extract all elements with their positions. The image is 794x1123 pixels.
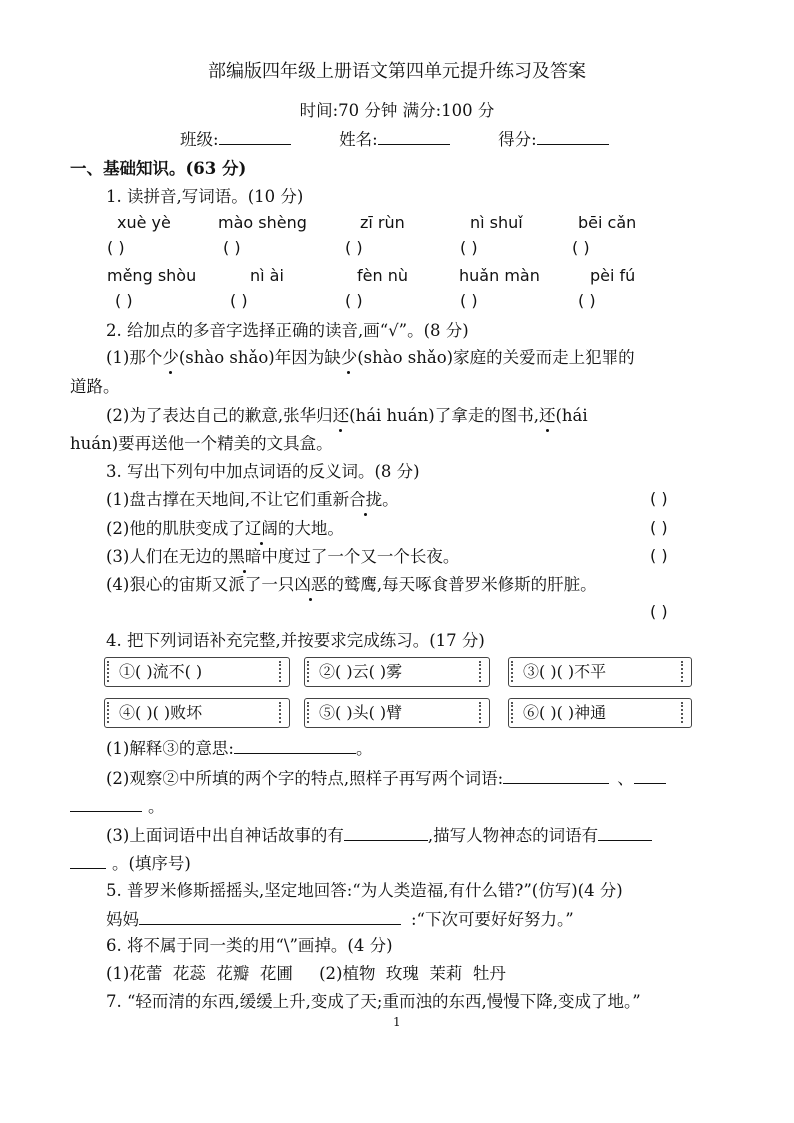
q4-title: 4. 把下列词语补充完整,并按要求完成练习。(17 分) [106,631,485,650]
text: ,描写人物神态的词语有 [427,826,599,845]
pinyin: zī rùn [360,213,405,232]
idiom-box-5[interactable]: ⑤( )头( )臂 [304,698,490,728]
q6-title: 6. 将不属于同一类的用“\”画掉。(4 分) [106,936,393,955]
pinyin: mào shèng [218,213,307,232]
answer-blank[interactable]: ( ) [345,291,363,310]
dotted-char: 还 [332,406,350,425]
q5-answer-line [106,908,574,931]
answer-blank[interactable]: ( ) [345,238,363,257]
pinyin: měng shòu [107,266,197,285]
dotted-word: 黑暗 [228,547,262,566]
pinyin: pèi fú [590,266,636,285]
answer-line[interactable] [344,824,428,841]
q4-sub3 [106,824,652,847]
student-info-row [180,128,609,151]
text: 、 [617,769,634,788]
q3-item3 [106,546,459,568]
dotted-char: 少 [162,348,179,367]
answer-blank[interactable]: ( ) [578,291,596,310]
text[interactable]: (hái [555,406,588,425]
text: 的大地。 [277,519,344,538]
class-field[interactable] [219,128,291,145]
answer-line[interactable] [70,852,106,869]
time-info: 时间:70 分钟 满分:100 分 [299,101,495,120]
q2-item1-cont: 道路。 [70,377,120,396]
q3-title: 3. 写出下列句中加点词语的反义词。(8 分) [106,462,420,481]
page-title: 部编版四年级上册语文第四单元提升练习及答案 [208,61,586,82]
text: 中度过了一个又一个长夜。 [261,547,460,566]
section-heading: 一、基础知识。(63 分) [70,159,247,178]
text: 。 [148,797,165,816]
dotted-word: 合拢 [349,490,383,509]
text: 妈妈 [106,910,139,929]
answer-blank[interactable]: ( ) [460,291,478,310]
answer-line[interactable] [234,737,356,754]
score-field[interactable] [537,128,609,145]
answer-blank[interactable]: ( ) [230,291,248,310]
q4-sub1 [106,737,372,760]
q3-item1 [106,489,399,511]
page-number: 1 [393,1015,401,1029]
text: (2)为了表达自己的歉意,张华归 [106,406,333,425]
idiom-box-3[interactable]: ③( )( )不平 [508,657,692,687]
pinyin: nì shuǐ [470,213,523,232]
pinyin: fèn nù [357,266,408,285]
text: 。 [382,490,399,509]
text: (4)狠心的宙斯又派了一只 [106,575,295,594]
answer-blank[interactable]: ( ) [650,489,668,508]
answer-blank[interactable]: ( ) [115,291,133,310]
text: (2)观察②中所填的两个字的特点,照样子再写两个词语: [106,769,504,788]
idiom-box-2[interactable]: ②( )云( )雾 [304,657,490,687]
pinyin: bēi cǎn [578,213,637,232]
dotted-char: 少 [340,348,358,367]
text: (1)盘古撑在天地间,不让它们重新 [106,490,350,509]
text[interactable]: (shào shǎo)家庭的关爱而走上犯罪的 [357,348,635,367]
q3-item4 [106,574,597,596]
dotted-word: 辽阔 [244,519,278,538]
q4-sub3-cont [70,852,191,875]
score-label: 得分: [498,130,537,149]
text: 。 [355,739,373,758]
answer-blank[interactable]: ( ) [572,238,590,257]
text: (3)人们在无边的 [106,547,229,566]
q4-sub2 [106,767,666,790]
idiom-box-4[interactable]: ④( )( )败坏 [104,698,290,728]
text: 的鹫鹰,每天啄食普罗米修斯的肝脏。 [327,575,597,594]
q2-item2 [106,405,588,427]
q4-sub2-cont [70,795,165,818]
idiom-box-1[interactable]: ①( )流不( ) [104,657,290,687]
text: (1)解释③的意思: [106,739,234,758]
answer-line[interactable] [598,824,652,841]
dotted-word: 凶恶 [294,575,328,594]
class-label: 班级: [180,130,219,149]
text[interactable]: (hái huán)了拿走的图书, [349,406,539,425]
answer-blank[interactable]: ( ) [223,238,241,257]
q6-content[interactable]: (1)花蕾 花蕊 花瓣 花圃 (2)植物 玫瑰 茉莉 牡丹 [106,964,506,983]
answer-line[interactable] [70,795,142,812]
text[interactable]: (shào shǎo)年因为缺 [178,348,341,367]
q3-item2 [106,518,344,540]
q2-title: 2. 给加点的多音字选择正确的读音,画“√”。(8 分) [106,321,469,340]
answer-blank[interactable]: ( ) [107,238,125,257]
text: (1)那个 [106,348,163,367]
answer-blank[interactable]: ( ) [650,518,668,537]
name-label: 姓名: [339,130,378,149]
q2-item1 [106,347,635,369]
idiom-box-6[interactable]: ⑥( )( )神通 [508,698,692,728]
text: :“下次可要好好努力。” [411,910,574,929]
text: (2)他的肌肤变成了 [106,519,245,538]
q5-title: 5. 普罗米修斯摇摇头,坚定地回答:“为人类造福,有什么错?”(仿写)(4 分) [106,881,623,900]
answer-line[interactable] [503,767,609,784]
answer-line[interactable] [139,908,401,925]
pinyin: xuè yè [117,213,171,232]
q2-item2-cont[interactable]: huán)要再送他一个精美的文具盒。 [70,434,333,453]
answer-blank[interactable]: ( ) [650,602,668,621]
dotted-char: 还 [538,406,556,425]
answer-line[interactable] [634,767,666,784]
q1-title: 1. 读拼音,写词语。(10 分) [106,187,304,206]
answer-blank[interactable]: ( ) [460,238,478,257]
pinyin: huǎn màn [459,266,540,285]
text: (3)上面词语中出自神话故事的有 [106,826,344,845]
name-field[interactable] [378,128,450,145]
pinyin: nì ài [250,266,284,285]
q7-title: 7. “轻而清的东西,缓缓上升,变成了天;重而浊的东西,慢慢下降,变成了地。” [106,992,641,1011]
answer-blank[interactable]: ( ) [650,546,668,565]
text: 。(填序号) [112,854,191,873]
